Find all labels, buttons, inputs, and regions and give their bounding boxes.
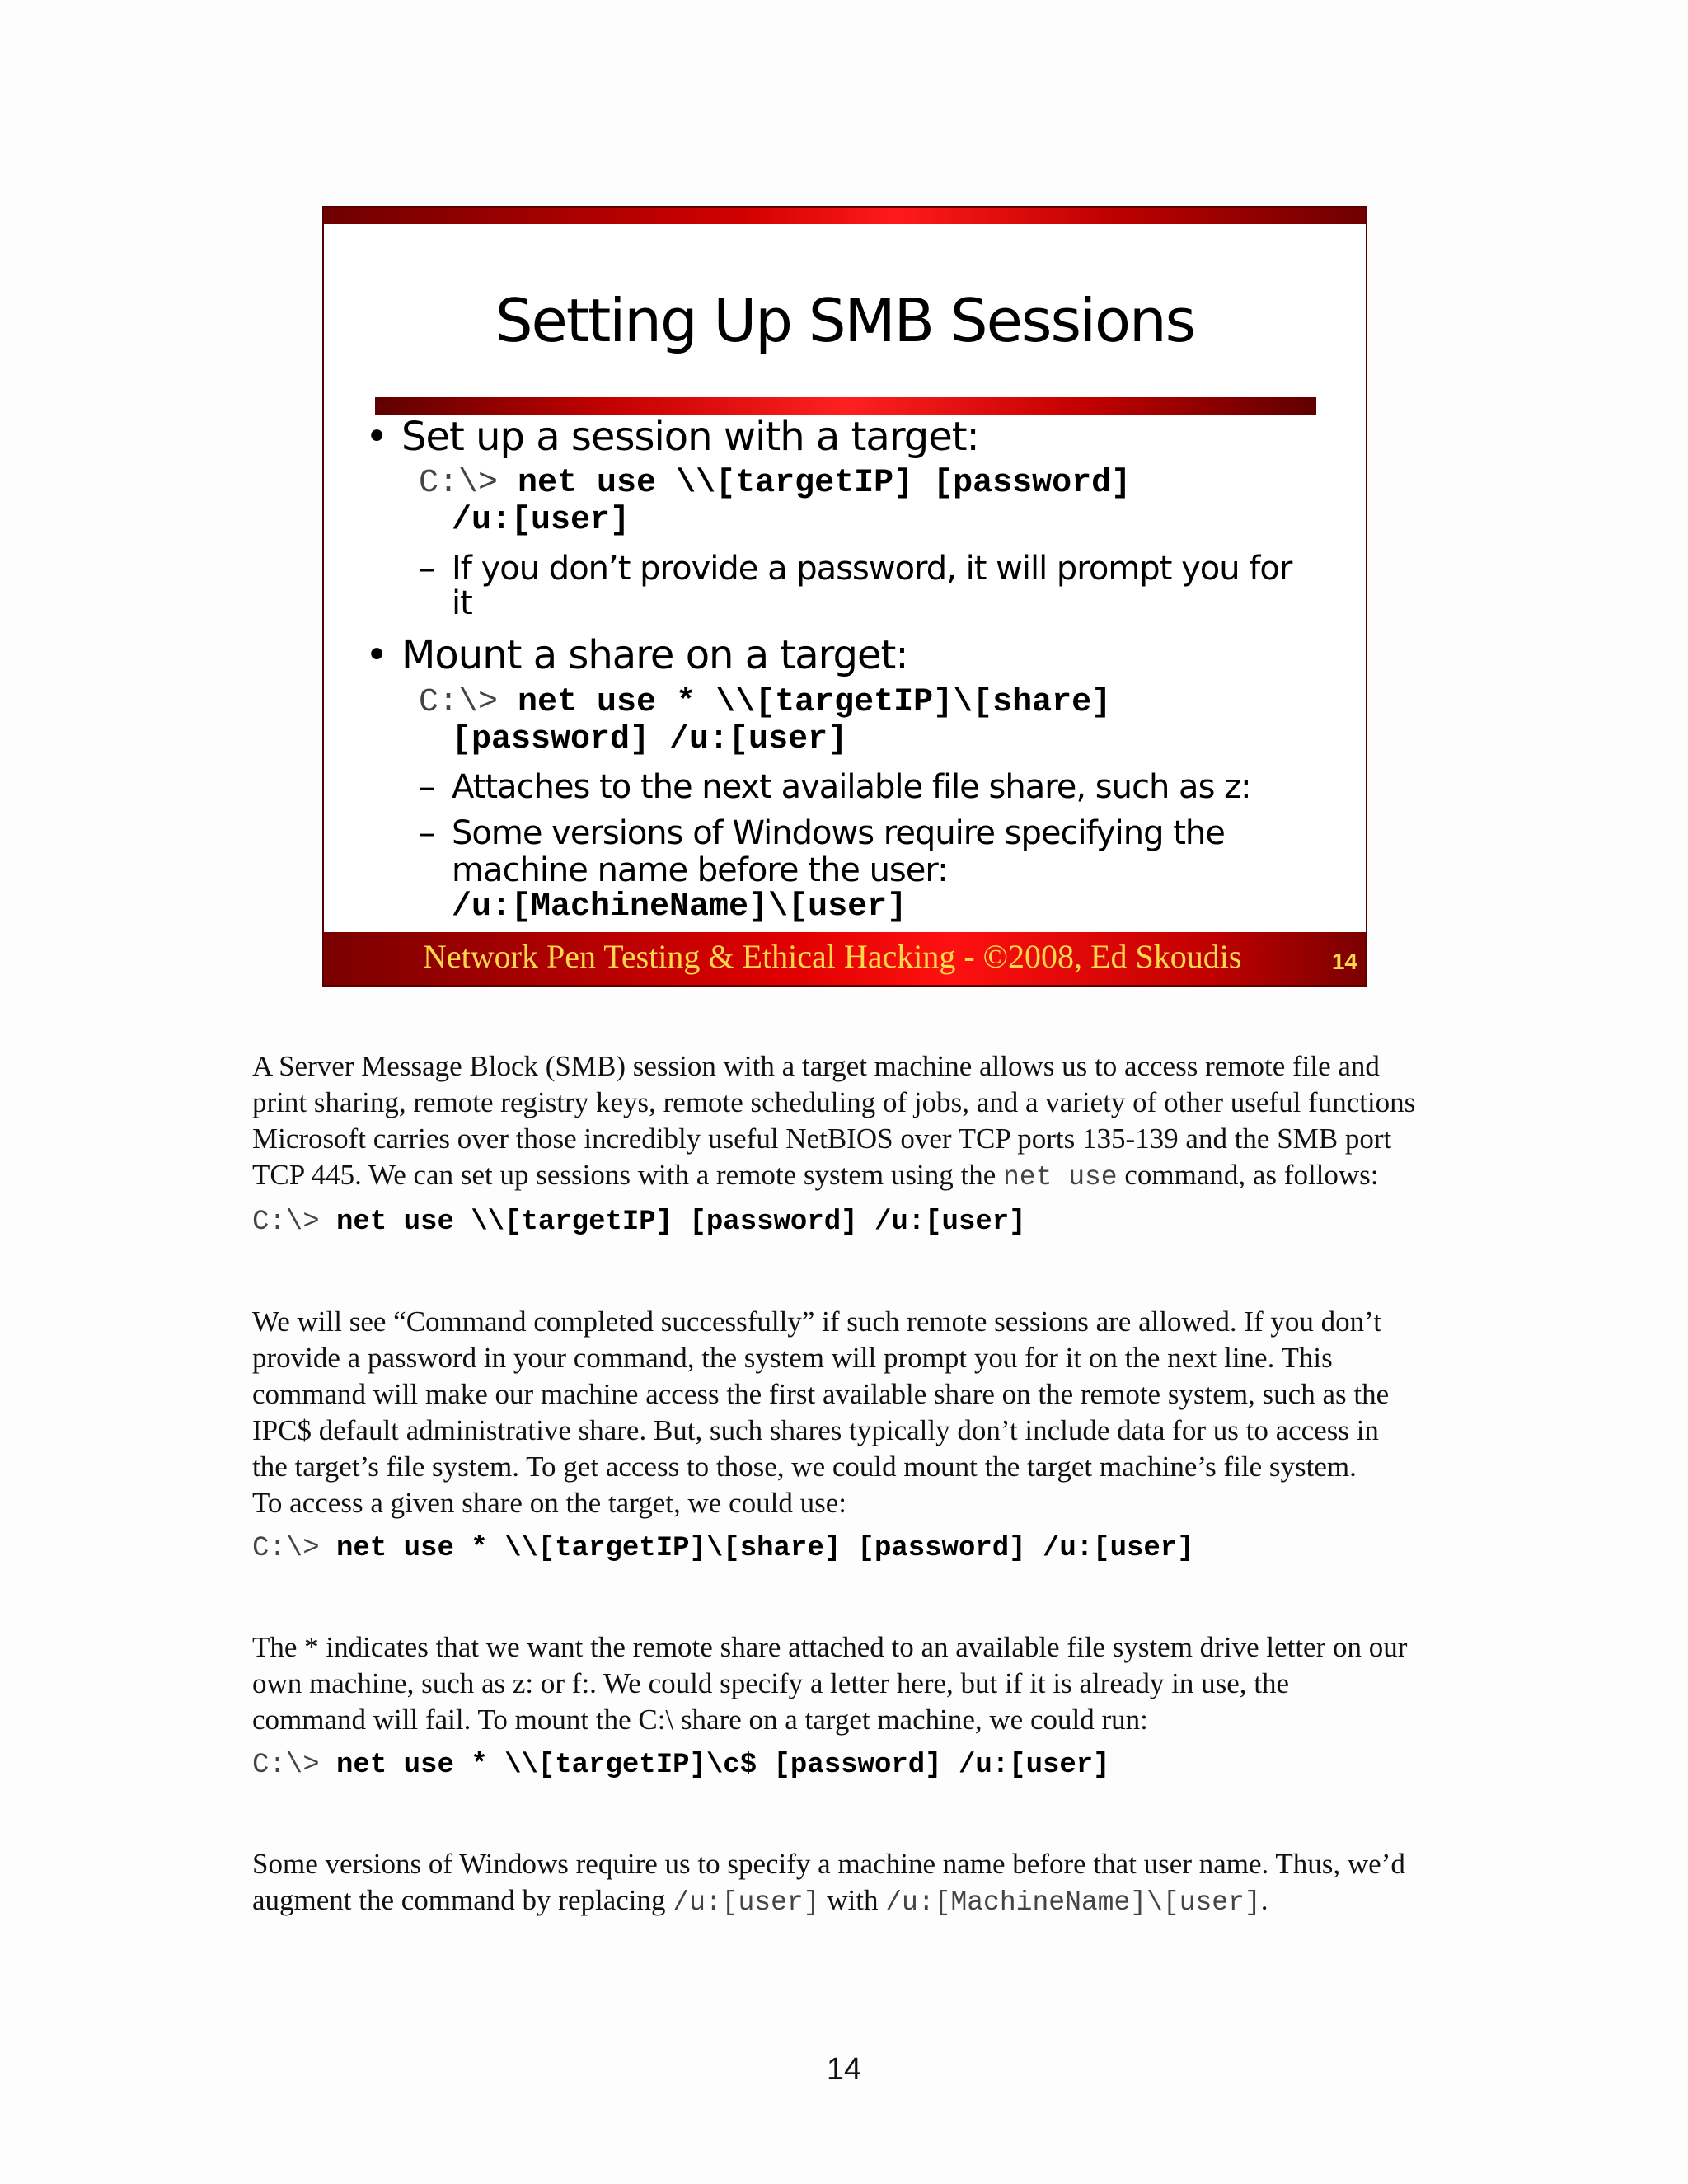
code-prompt: C:\> (252, 1207, 320, 1238)
dash-glyph: – (419, 768, 434, 806)
code-command: net use \\[targetIP] [password] /u:[user] (336, 1207, 1026, 1238)
text-line: Microsoft carries over those incredibly useful NetBIOS over TCP ports 135-139 and the SMB port (252, 1122, 1392, 1155)
page-number: 14 (826, 2052, 862, 2087)
slide-sub-1 (419, 550, 1292, 588)
code-prompt: C:\> (252, 1533, 320, 1564)
slide-code-2-line-2 (452, 721, 847, 758)
slide-top-bar (324, 208, 1366, 224)
text-line: IPC$ default administrative share. But, such shares typically don’t include data for us to access in (252, 1414, 1379, 1446)
slide-code-1-line-1 (419, 465, 1131, 502)
text-line: command will fail. To mount the C:\ share on a target machine, we could run: (252, 1704, 1148, 1736)
slide-sub-3-line-2: machine name before the user: (452, 851, 948, 889)
slide (322, 206, 1367, 987)
slide-bullet-2-text: Mount a share on a target: (401, 632, 908, 678)
dash-glyph: – (419, 814, 434, 852)
code-command: net use * \\[targetIP]\c$ [password] /u:[user] (336, 1750, 1110, 1781)
slide-number: 14 (1331, 949, 1357, 974)
text-line: We will see “Command completed successfully” if such remote sessions are allowed. If you don’t (252, 1305, 1381, 1338)
command-line-3 (252, 1750, 1110, 1781)
command-line-2 (252, 1533, 1194, 1564)
text-line: A Server Message Block (SMB) session with a target machine allows us to access remote file and (252, 1050, 1380, 1082)
bullet-glyph: • (365, 414, 388, 460)
text-line (252, 1882, 1480, 1921)
slide-sub-3-line-1: Some versions of Windows require specifying the (452, 814, 1225, 852)
code-command: /u:[MachineName]\[user] (452, 888, 907, 926)
slide-sub-2-text: Attaches to the next available file share, such as z: (452, 768, 1251, 806)
text-line: Some versions of Windows require us to specify a machine name before that user name. Thus, we’d (252, 1848, 1405, 1880)
code-prompt: C:\> (419, 684, 499, 721)
command-line-1 (252, 1207, 1026, 1238)
slide-sub-3 (419, 814, 1225, 852)
text-line: provide a password in your command, the system will prompt you for it on the next line. This (252, 1342, 1333, 1374)
dash-glyph: – (419, 550, 434, 588)
slide-footer (324, 932, 1366, 985)
text-run: . (1260, 1884, 1268, 1916)
code-command: net use * \\[targetIP]\[share] [password] /u:[user] (336, 1533, 1194, 1564)
slide-code-2-line-1 (419, 684, 1111, 721)
slide-sub-2 (419, 768, 1251, 806)
text-line: The * indicates that we want the remote share attached to an available file system drive letter on our (252, 1631, 1408, 1663)
slide-title-rule (375, 397, 1316, 415)
slide-sub-1-line-2: it (452, 584, 472, 622)
slide-bullet-2 (365, 632, 908, 678)
text-line: To access a given share on the target, we could use: (252, 1487, 846, 1519)
notes-paragraph-1 (252, 1048, 1480, 1196)
slide-footer-text: Network Pen Testing & Ethical Hacking - ©2008, Ed Skoudis (423, 938, 1242, 975)
text-run: augment the command by replacing (252, 1884, 673, 1916)
slide-title: Setting Up SMB Sessions (495, 286, 1195, 355)
slide-bullet-1-text: Set up a session with a target: (401, 414, 979, 460)
code-command: [password] /u:[user] (452, 721, 848, 758)
inline-code: net use (1002, 1162, 1118, 1193)
slide-sub-3-code (452, 888, 907, 926)
text-line (252, 1157, 1480, 1196)
notes-paragraph-2 (252, 1304, 1480, 1521)
notes-paragraph-3 (252, 1629, 1480, 1738)
slide-bullet-1 (365, 414, 979, 460)
code-command: net use * \\[targetIP]\[share] (518, 684, 1112, 721)
text-line: the target’s file system. To get access to those, we could mount the target machine’s file system. (252, 1451, 1357, 1483)
code-prompt: C:\> (419, 465, 499, 502)
text-line: command will make our machine access the first available share on the remote system, such as the (252, 1378, 1390, 1410)
code-command: net use \\[targetIP] [password] (518, 465, 1132, 502)
inline-code: /u:[MachineName]\[user] (885, 1887, 1261, 1918)
bullet-glyph: • (365, 632, 388, 678)
text-run: with (819, 1884, 886, 1916)
text-run: command, as follows: (1117, 1159, 1379, 1191)
inline-code: /u:[user] (673, 1887, 820, 1918)
slide-code-1-line-2 (452, 502, 630, 539)
text-line: own machine, such as z: or f:. We could specify a letter here, but if it is already in use, the (252, 1667, 1290, 1699)
notes-paragraph-4 (252, 1846, 1480, 1921)
code-prompt: C:\> (252, 1750, 320, 1781)
slide-sub-1-line-1: If you don’t provide a password, it will prompt you for (452, 550, 1292, 588)
text-line: print sharing, remote registry keys, remote scheduling of jobs, and a variety of other useful functions (252, 1086, 1416, 1118)
text-run: TCP 445. We can set up sessions with a remote system using the (252, 1159, 1003, 1191)
code-command: /u:[user] (452, 502, 631, 539)
